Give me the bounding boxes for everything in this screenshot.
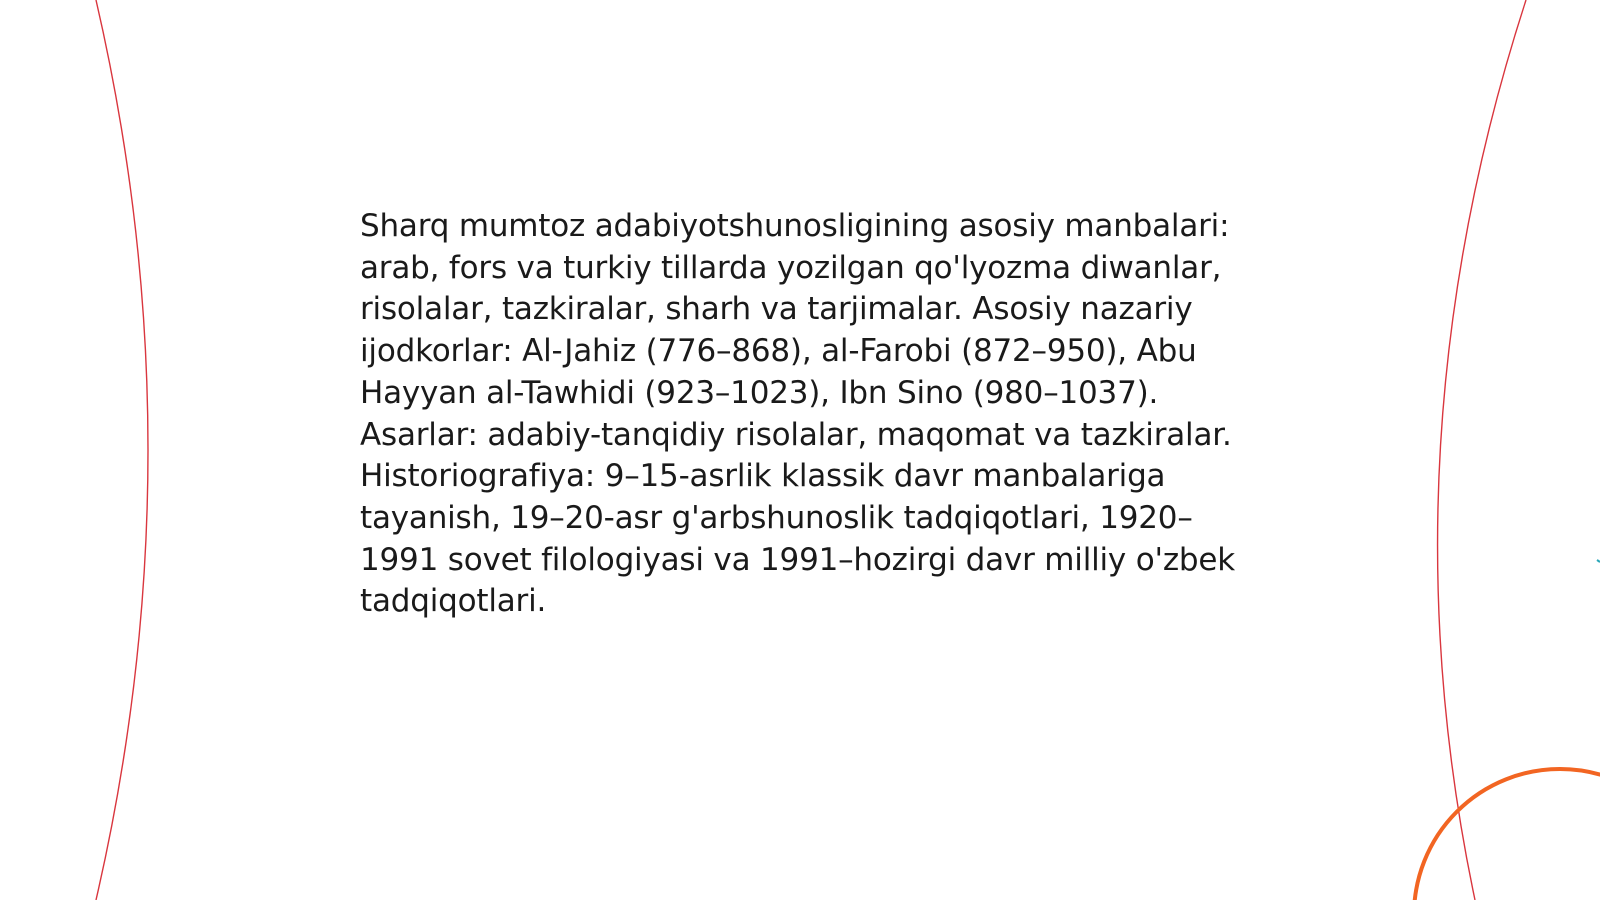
left-curve-line xyxy=(96,0,148,900)
right-curve-line xyxy=(1438,0,1526,900)
orange-circle-arc xyxy=(1414,769,1600,900)
slide-body-text: Sharq mumtoz adabiyotshunosligining asosiy manbalari: arab, fors va turkiy tillarda yozilgan qo'lyozma diwanlar, risolalar, tazkiralar, sharh va tarjimalar. Asosiy nazariy ijodkorlar: Al-Jahiz (776–868), al-Farobi (872–950), Abu Hayyan al-Tawhidi (923–1023), Ibn Sino (980–1037). Asarlar: adabiy-tanqidiy risolalar, maqomat va tazkiralar. Historiografiya: 9–15-asrlik klassik davr manbalariga tayanish, 19–20-asr g'arbshunoslik tadqiqotlari, 1920–1991 sovet filologiyasi va 1991–hozirgi davr milliy o'zbek tadqiqotlari. xyxy=(360,208,1235,620)
